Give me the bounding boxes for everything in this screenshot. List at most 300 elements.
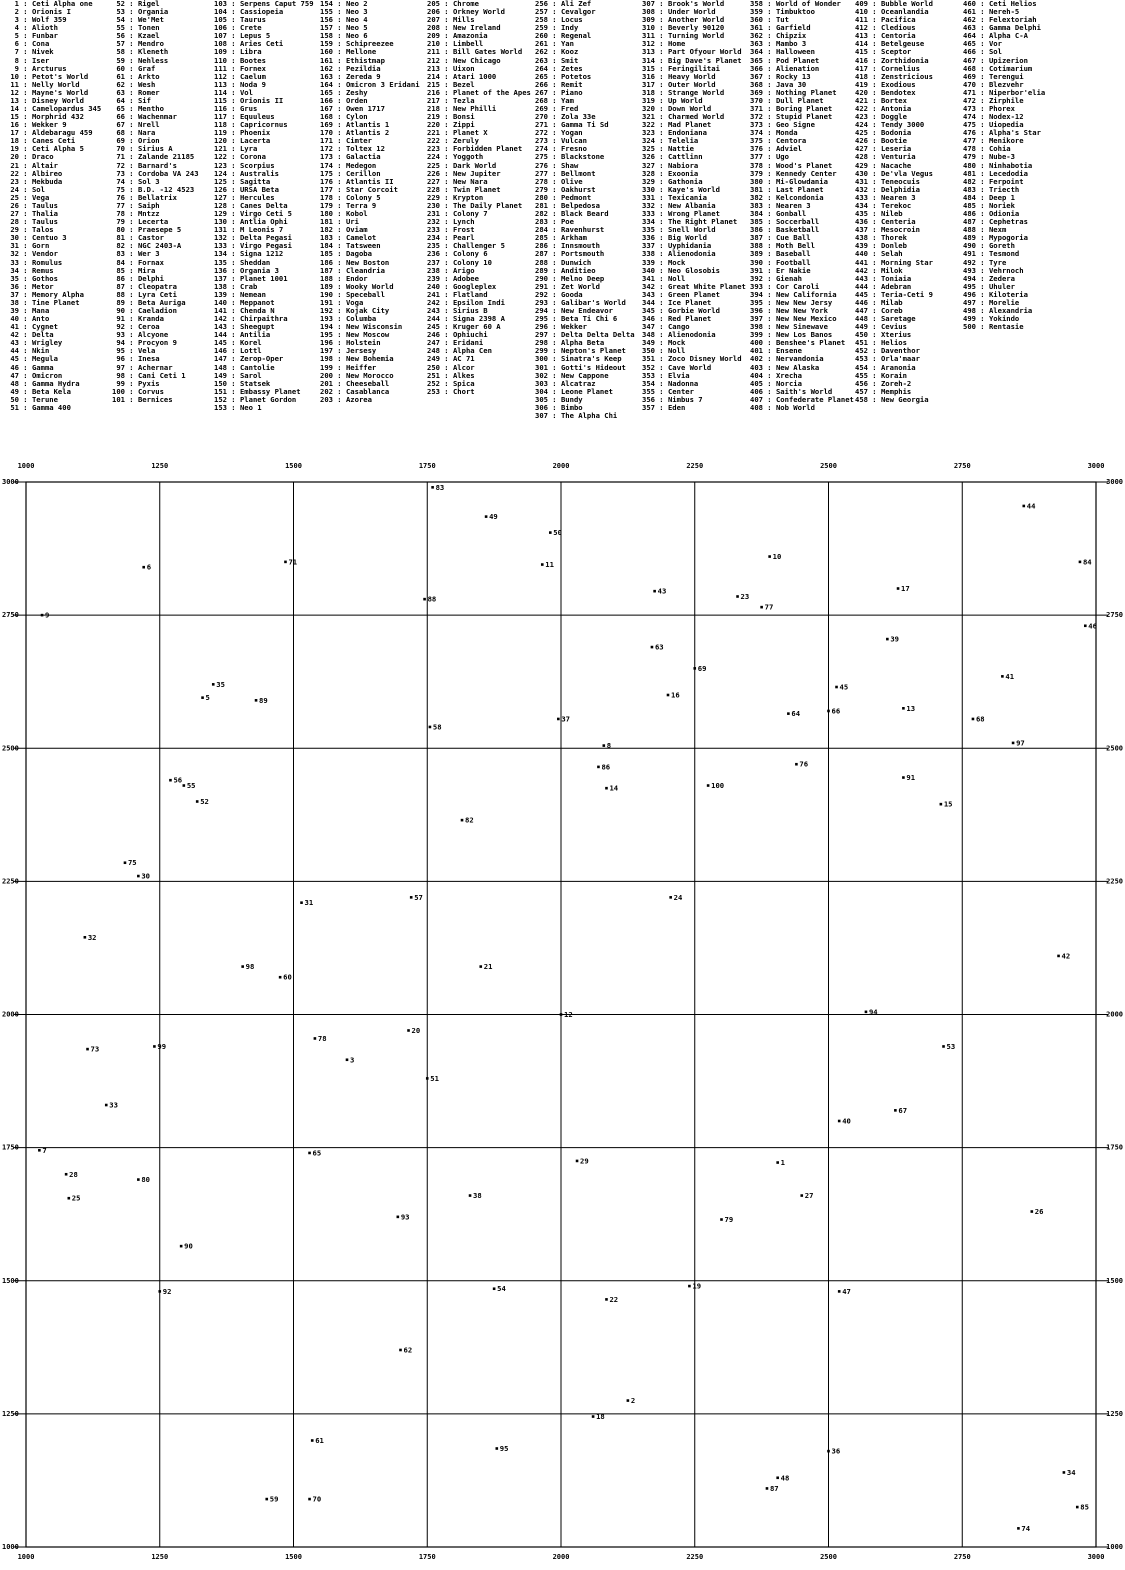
legend-entry: 27 : Thalia <box>6 210 58 219</box>
legend-entry: 371 : Boring Planet <box>750 105 833 114</box>
x-tick-label-bottom: 1750 <box>418 1553 436 1561</box>
legend-entry: 216 : Planet of the Apes <box>427 88 531 97</box>
legend-entry: 402 : Nervandonia <box>750 355 824 364</box>
legend-entry: 426 : Bootie <box>855 137 907 146</box>
planet-marker <box>1001 675 1004 678</box>
planet-label: 79 <box>724 1215 734 1225</box>
planet-marker <box>300 901 303 904</box>
legend-entry: 146 : Lottl <box>214 347 262 356</box>
legend-entry: 447 : Coreb <box>855 306 903 315</box>
legend-entry: 286 : Innsmouth <box>535 242 600 251</box>
planet-marker <box>158 1290 161 1293</box>
y-tick-label-right: 1250 <box>1106 1409 1123 1418</box>
legend-entry: 143 : Sheegupt <box>214 323 275 332</box>
planet-label: 39 <box>890 634 900 644</box>
planet-label: 31 <box>304 898 314 908</box>
legend-entry: 323 : Endoniana <box>642 129 707 138</box>
legend-entry: 390 : Football <box>750 258 811 267</box>
planet-label: 73 <box>90 1044 100 1054</box>
legend-entry: 201 : Cheeseball <box>320 379 390 388</box>
legend-entry: 168 : Cylon <box>320 113 368 122</box>
legend-entry: 223 : Forbidden Planet <box>427 145 523 154</box>
legend-entry: 211 : Bill Gates World <box>427 48 523 57</box>
legend-entry: 488 : Nexm <box>963 226 1007 235</box>
planet-label: 40 <box>842 1116 851 1126</box>
legend-entry: 393 : Cor Caroli <box>750 282 820 291</box>
planet-marker <box>169 779 172 782</box>
legend-entry: 99 : Pyxis <box>112 379 160 388</box>
x-tick-label-top: 1750 <box>418 462 436 470</box>
legend-entry: 495 : Uhuler <box>963 282 1015 291</box>
legend-entry: 128 : Canes Delta <box>214 201 288 210</box>
legend-entry: 291 : Zet World <box>535 282 600 291</box>
legend-entry: 35 : Gothos <box>6 274 58 283</box>
legend-entry: 298 : Alpha Beta <box>535 339 605 348</box>
legend-entry: 437 : Mesocroin <box>855 226 920 235</box>
legend-entry: 205 : Chrome <box>427 0 479 8</box>
legend-entry: 30 : Centuo 3 <box>6 234 67 243</box>
planet-marker <box>1012 742 1015 745</box>
legend-entry: 169 : Atlantis 1 <box>320 121 390 130</box>
legend-entry: 358 : World of Wonder <box>750 0 841 8</box>
legend-entry: 186 : New Boston <box>320 258 390 267</box>
legend-entry: 74 : Sol 3 <box>112 177 160 186</box>
legend-entry: 199 : Heiffer <box>320 363 377 372</box>
legend-entry: 26 : Taulus <box>6 201 58 210</box>
legend-entry: 118 : Capricornus <box>214 121 288 130</box>
planet-marker <box>142 566 145 569</box>
planet-label: 91 <box>906 773 916 783</box>
legend-entry: 455 : Korain <box>855 371 907 380</box>
legend-entry: 372 : Stupid Planet <box>750 113 833 122</box>
legend-entry: 98 : Cani Ceti 1 <box>112 371 186 380</box>
legend-entry: 408 : Nob World <box>750 403 815 412</box>
legend-entry: 498 : Alexandria <box>963 306 1033 315</box>
legend-entry: 422 : Antonia <box>855 105 912 114</box>
legend-entry: 29 : Talos <box>6 226 54 235</box>
legend-entry: 319 : Up World <box>642 96 703 105</box>
legend-entry: 313 : Part Ofyour World <box>642 48 742 57</box>
legend-entry: 6 : Cona <box>6 40 50 49</box>
planet-label: 29 <box>580 1156 589 1166</box>
legend-entry: 200 : New Morocco <box>320 371 394 380</box>
legend-entry: 463 : Gamma Delphi <box>963 24 1041 33</box>
legend-entry: 300 : Sinatra's Keep <box>535 355 622 364</box>
legend-entry: 440 : Selah <box>855 250 903 259</box>
legend-entry: 183 : Camelot <box>320 234 377 243</box>
planet-marker <box>196 800 199 803</box>
legend-entry: 384 : Gonball <box>750 210 807 219</box>
planet-label: 21 <box>483 962 493 972</box>
planet-label: 43 <box>657 586 667 596</box>
planet-label: 55 <box>186 781 196 791</box>
legend-entry: 130 : Antlia Ophi <box>214 218 288 227</box>
legend-entry: 374 : Monda <box>750 129 798 138</box>
legend-column <box>855 0 933 404</box>
legend-entry: 150 : Statsek <box>214 379 271 388</box>
legend-entry: 482 : Ferpoint <box>963 177 1024 186</box>
legend-entry: 123 : Scorpius <box>214 161 275 170</box>
legend-entry: 124 : Australis <box>214 169 279 178</box>
legend-entry: 182 : Oviam <box>320 226 368 235</box>
legend-entry: 133 : Virgo Pegasi <box>214 242 292 251</box>
legend-entry: 59 : Nehless <box>112 56 169 65</box>
y-tick-label-left: 3000 <box>2 478 19 486</box>
legend-entry: 391 : Er Nakie <box>750 266 811 275</box>
planet-marker <box>894 1109 897 1112</box>
planet-label: 44 <box>1026 501 1036 511</box>
legend-entry: 377 : Ugo <box>750 153 789 162</box>
legend-entry: 188 : Endor <box>320 274 368 283</box>
legend-entry: 21 : Altair <box>6 161 58 170</box>
legend-entry: 385 : Soccerball <box>750 218 820 227</box>
planet-label: 62 <box>403 1345 413 1355</box>
legend-entry: 173 : Galactia <box>320 153 381 162</box>
legend-entry: 282 : Black Beard <box>535 210 609 219</box>
legend-entry: 156 : Neo 4 <box>320 16 368 25</box>
legend-entry: 32 : Vendor <box>6 250 58 259</box>
legend-entry: 138 : Crab <box>214 282 258 291</box>
legend-entry: 398 : New Sinewave <box>750 323 828 332</box>
x-tick-label-top: 2500 <box>820 462 837 470</box>
y-tick-label-left: 1250 <box>2 1409 19 1418</box>
legend-entry: 80 : Praesepe 5 <box>112 226 182 235</box>
legend-entry: 418 : Zenstricious <box>855 72 933 81</box>
legend-entry: 121 : Lyra <box>214 145 258 154</box>
legend-entry: 256 : Ali Zef <box>535 0 592 8</box>
planet-marker <box>201 696 204 699</box>
legend-entry: 289 : Anditieo <box>535 266 596 275</box>
legend-entry: 362 : Chipzix <box>750 32 807 41</box>
legend-entry: 230 : The Daily Planet <box>427 201 523 210</box>
legend-entry: 262 : Kooz <box>535 48 579 57</box>
legend-entry: 442 : Milok <box>855 266 903 275</box>
legend-entry: 307 : Brook's World <box>642 0 725 8</box>
legend-entry: 55 : Tonen <box>112 24 160 33</box>
planet-marker <box>485 515 488 518</box>
legend-entry: 207 : Mills <box>427 16 475 25</box>
x-tick-label-top: 2000 <box>552 462 570 470</box>
legend-entry: 352 : Cave World <box>642 363 712 372</box>
planet-marker <box>707 784 710 787</box>
legend-entry: 17 : Aldebaragu 459 <box>6 129 93 138</box>
legend-entry: 155 : Neo 3 <box>320 8 368 17</box>
legend-entry: 458 : New Georgia <box>855 395 929 404</box>
legend-entry: 50 : Terune <box>6 395 58 404</box>
legend-entry: 108 : Aries Ceti <box>214 40 284 49</box>
legend-entry: 242 : Epsilon Indi <box>427 298 505 307</box>
legend-entry: 187 : Cleandria <box>320 266 385 275</box>
legend-entry: 184 : Tatsween <box>320 242 381 251</box>
legend-entry: 181 : Uri <box>320 218 359 227</box>
legend-entry: 83 : Wer 3 <box>112 250 160 259</box>
planet-marker <box>838 1290 841 1293</box>
planet-label: 61 <box>315 1436 324 1445</box>
legend-entry: 31 : Gorn <box>6 242 50 251</box>
legend-entry: 364 : Halloween <box>750 48 815 57</box>
legend-entry: 84 : Fornax <box>112 258 164 267</box>
legend-entry: 277 : Bellmont <box>535 169 596 178</box>
planet-marker <box>212 683 215 686</box>
legend-entry: 76 : Bellatrix <box>112 193 177 202</box>
legend-entry: 489 : Mypogoria <box>963 234 1028 243</box>
legend-entry: 318 : Strange World <box>642 88 725 97</box>
planet-marker <box>124 861 127 864</box>
legend-entry: 336 : Big World <box>642 234 707 243</box>
legend-entry: 351 : Zoco Disney World <box>642 355 742 364</box>
legend-entry: 344 : Ice Planet <box>642 298 712 307</box>
legend-entry: 232 : Lynch <box>427 218 475 227</box>
legend-entry: 251 : Alkes <box>427 371 475 380</box>
legend-entry: 285 : Arkham <box>535 234 587 243</box>
legend-entry: 206 : Orkney World <box>427 8 505 17</box>
legend-entry: 120 : Lacerta <box>214 137 271 146</box>
planet-label: 49 <box>489 512 498 522</box>
legend-entry: 4 : Alioth <box>6 24 58 33</box>
y-tick-label-right: 2250 <box>1106 877 1123 886</box>
legend-column <box>427 0 531 396</box>
legend-entry: 412 : Cledious <box>855 24 916 33</box>
planet-label: 42 <box>1061 951 1071 961</box>
legend-entry: 172 : Toltex 12 <box>320 145 385 154</box>
legend-entry: 147 : Zerop-Oper <box>214 355 284 364</box>
legend-entry: 472 : Zirphile <box>963 96 1024 105</box>
legend-entry: 209 : Amazonia <box>427 32 488 41</box>
legend-entry: 109 : Libra <box>214 48 262 57</box>
legend-entry: 218 : New Philli <box>427 105 497 114</box>
legend-entry: 141 : Chenda N <box>214 306 275 315</box>
x-tick-label-bottom: 2750 <box>953 1553 971 1561</box>
legend-entry: 301 : Gotti's Hideout <box>535 363 626 372</box>
legend-entry: 41 : Cygnet <box>6 323 58 332</box>
planet-label: 80 <box>141 1175 151 1185</box>
planet-marker <box>153 1045 156 1048</box>
planet-marker <box>693 667 696 670</box>
legend-entry: 117 : Equuleus <box>214 113 275 122</box>
legend-entry: 116 : Grus <box>214 105 258 114</box>
planet-marker <box>760 606 763 609</box>
legend-entry: 96 : Inesa <box>112 355 160 364</box>
planet-label: 86 <box>601 762 611 772</box>
planet-label: 71 <box>288 557 298 567</box>
planet-label: 57 <box>414 892 423 902</box>
planet-label: 74 <box>1021 1523 1031 1533</box>
legend-entry: 387 : Cue Ball <box>750 234 811 243</box>
legend-entry: 239 : Adobee <box>427 274 479 283</box>
planet-label: 82 <box>465 815 474 825</box>
legend-entry: 137 : Planet 1001 <box>214 274 288 283</box>
legend-entry: 484 : Deep 1 <box>963 193 1015 202</box>
legend-entry: 306 : Bimbo <box>535 403 583 412</box>
planet-marker <box>897 587 900 590</box>
legend-entry: 247 : Eridani <box>427 339 484 348</box>
legend-entry: 485 : Noriek <box>963 201 1015 210</box>
legend-entry: 310 : Beverly 90120 <box>642 24 725 33</box>
planet-marker <box>431 486 434 489</box>
legend-entry: 154 : Neo 2 <box>320 0 368 8</box>
legend-entry: 175 : Cerillon <box>320 169 381 178</box>
legend-entry: 113 : Noda 9 <box>214 80 266 89</box>
planet-marker <box>183 784 186 787</box>
y-tick-label-right: 2500 <box>1106 744 1123 753</box>
legend-entry: 37 : Memory Alpha <box>6 290 84 299</box>
legend-entry: 9 : Arcturus <box>6 64 67 73</box>
legend-entry: 450 : Xterius <box>855 331 912 340</box>
planet-marker <box>800 1194 803 1197</box>
legend-entry: 322 : Mad Planet <box>642 121 712 130</box>
legend-entry: 79 : Lecerta <box>112 218 169 227</box>
legend-entry: 317 : Outer World <box>642 80 716 89</box>
legend-entry: 373 : Geo Signe <box>750 121 815 130</box>
planet-marker <box>766 1487 769 1490</box>
planet-label: 20 <box>411 1025 421 1035</box>
legend-entry: 273 : Vulcan <box>535 137 587 146</box>
planet-label: 51 <box>430 1073 439 1083</box>
legend-entry: 87 : Cleopatra <box>112 282 177 291</box>
planet-label: 19 <box>692 1281 702 1291</box>
y-tick-label-right: 2750 <box>1106 611 1123 620</box>
legend-entry: 78 : Mntzz <box>112 210 160 219</box>
x-tick-label-bottom: 2500 <box>820 1553 837 1561</box>
legend-entry: 51 : Gamma 400 <box>6 403 71 412</box>
legend-entry: 276 : Shaw <box>535 161 579 170</box>
planet-label: 52 <box>200 797 209 806</box>
planet-label: 34 <box>1066 1467 1076 1477</box>
legend-entry: 295 : Beta Ti Chi 6 <box>535 315 618 324</box>
legend-entry: 144 : Antilia <box>214 331 271 340</box>
legend-entry: 165 : Zeshy <box>320 88 368 97</box>
legend-entry: 210 : Limbell <box>427 40 484 49</box>
planet-marker <box>902 707 905 710</box>
legend-entry: 73 : Cordoba VA 243 <box>112 169 199 178</box>
planet-label: 13 <box>906 703 916 713</box>
legend-entry: 361 : Garfield <box>750 24 811 33</box>
legend-entry: 478 : Cohia <box>963 145 1011 154</box>
planet-marker <box>241 965 244 968</box>
legend-entry: 417 : Cornelius <box>855 64 920 73</box>
legend-entry: 162 : Pezildia <box>320 64 381 73</box>
legend-entry: 355 : Center <box>642 387 694 396</box>
legend-entry: 432 : Delphidia <box>855 185 920 194</box>
planet-marker <box>541 563 544 566</box>
legend-entry: 486 : Odionia <box>963 210 1020 219</box>
planet-label: 35 <box>216 679 225 689</box>
legend-entry: 381 : Last Planet <box>750 185 824 194</box>
legend-entry: 233 : Frost <box>427 226 475 235</box>
planet-label: 33 <box>109 1100 118 1110</box>
legend-entry: 421 : Bortex <box>855 96 907 105</box>
legend-entry: 464 : Alpha C-A <box>963 32 1028 41</box>
legend-entry: 161 : Ethistmap <box>320 56 385 65</box>
legend-entry: 179 : Terra 9 <box>320 201 377 210</box>
y-tick-label-right: 3000 <box>1106 478 1123 486</box>
legend-entry: 152 : Planet Gordon <box>214 395 297 404</box>
legend-entry: 467 : Upizerion <box>963 56 1028 65</box>
planet-label: 47 <box>842 1286 851 1296</box>
legend-entry: 119 : Phoenix <box>214 129 271 138</box>
legend-entry: 178 : Colony 5 <box>320 193 381 202</box>
planet-marker <box>68 1197 71 1200</box>
legend-entry: 253 : Chort <box>427 387 475 396</box>
legend-entry: 64 : Sif <box>112 96 151 105</box>
legend-entry: 10 : Petot's World <box>6 72 89 81</box>
x-tick-label-bottom: 3000 <box>1087 1553 1105 1561</box>
legend-entry: 305 : Bundy <box>535 395 583 404</box>
legend-entry: 40 : Anto <box>6 315 50 324</box>
planet-label: 32 <box>87 932 97 942</box>
legend-entry: 269 : Fred <box>535 105 579 114</box>
legend-entry: 24 : Sol <box>6 185 45 194</box>
legend-entry: 283 : Poe <box>535 218 574 227</box>
planet-marker <box>41 614 44 617</box>
legend-entry: 268 : Yam <box>535 96 574 105</box>
legend-entry: 424 : Tendy 3000 <box>855 121 925 130</box>
planet-marker <box>827 710 830 713</box>
legend-entry: 396 : New New York <box>750 306 828 315</box>
planet-label: 100 <box>711 781 725 791</box>
legend-entry: 416 : Zorthidonia <box>855 56 929 65</box>
planet-label: 30 <box>141 871 151 881</box>
legend-entry: 460 : Ceti Helios <box>963 0 1037 8</box>
legend-entry: 302 : New Cappone <box>535 371 609 380</box>
planet-marker <box>137 875 140 878</box>
legend-entry: 53 : Organia <box>112 8 169 17</box>
planet-marker <box>605 787 608 790</box>
legend-entry: 237 : Colony 10 <box>427 258 492 267</box>
legend-entry: 142 : Chirpaithra <box>214 315 288 324</box>
legend-entry: 278 : Olive <box>535 177 583 186</box>
legend-entry: 20 : Draco <box>6 153 54 162</box>
legend-entry: 468 : Cotimarium <box>963 64 1033 73</box>
legend-entry: 331 : Texicania <box>642 193 707 202</box>
legend-entry: 54 : We'Met <box>112 16 164 25</box>
planet-marker <box>669 896 672 899</box>
legend-entry: 127 : Hercules <box>214 193 275 202</box>
planet-marker <box>902 776 905 779</box>
legend-entry: 43 : Wrigley <box>6 339 63 348</box>
planet-marker <box>314 1037 317 1040</box>
legend-entry: 177 : Star Corcoit <box>320 185 398 194</box>
legend-entry: 334 : The Right Planet <box>642 218 738 227</box>
legend-entry: 409 : Bubble World <box>855 0 933 8</box>
planet-marker <box>776 1161 779 1164</box>
legend-entry: 388 : Moth Bell <box>750 242 815 251</box>
planet-label: 78 <box>317 1033 327 1043</box>
legend-entry: 369 : Nothing Planet <box>750 88 837 97</box>
legend-entry: 304 : Leone Planet <box>535 387 613 396</box>
legend-entry: 18 : Canes Ceti <box>6 137 76 146</box>
planet-label: 1 <box>780 1158 786 1168</box>
legend-entry: 425 : Bodonia <box>855 129 912 138</box>
planet-marker <box>308 1152 311 1155</box>
planet-marker <box>1031 1210 1034 1213</box>
planet-label: 5 <box>205 693 210 703</box>
planet-label: 98 <box>245 962 255 972</box>
planet-marker <box>549 531 552 534</box>
legend-entry: 38 : Tine Planet <box>6 298 80 307</box>
legend-entry: 25 : Vega <box>6 193 50 202</box>
legend-entry: 212 : New Chicago <box>427 56 501 65</box>
legend-entry: 294 : New Endeavor <box>535 306 613 315</box>
planet-marker <box>651 646 654 649</box>
legend-entry: 151 : Embassy Planet <box>214 387 301 396</box>
legend-entry: 95 : Vela <box>112 347 156 356</box>
legend-entry: 340 : Neo Glosobis <box>642 266 720 275</box>
planet-marker <box>560 1013 563 1016</box>
legend-entry: 461 : Nereh-5 <box>963 8 1020 17</box>
planet-label: 68 <box>975 714 985 724</box>
legend-entry: 419 : Exodious <box>855 80 916 89</box>
